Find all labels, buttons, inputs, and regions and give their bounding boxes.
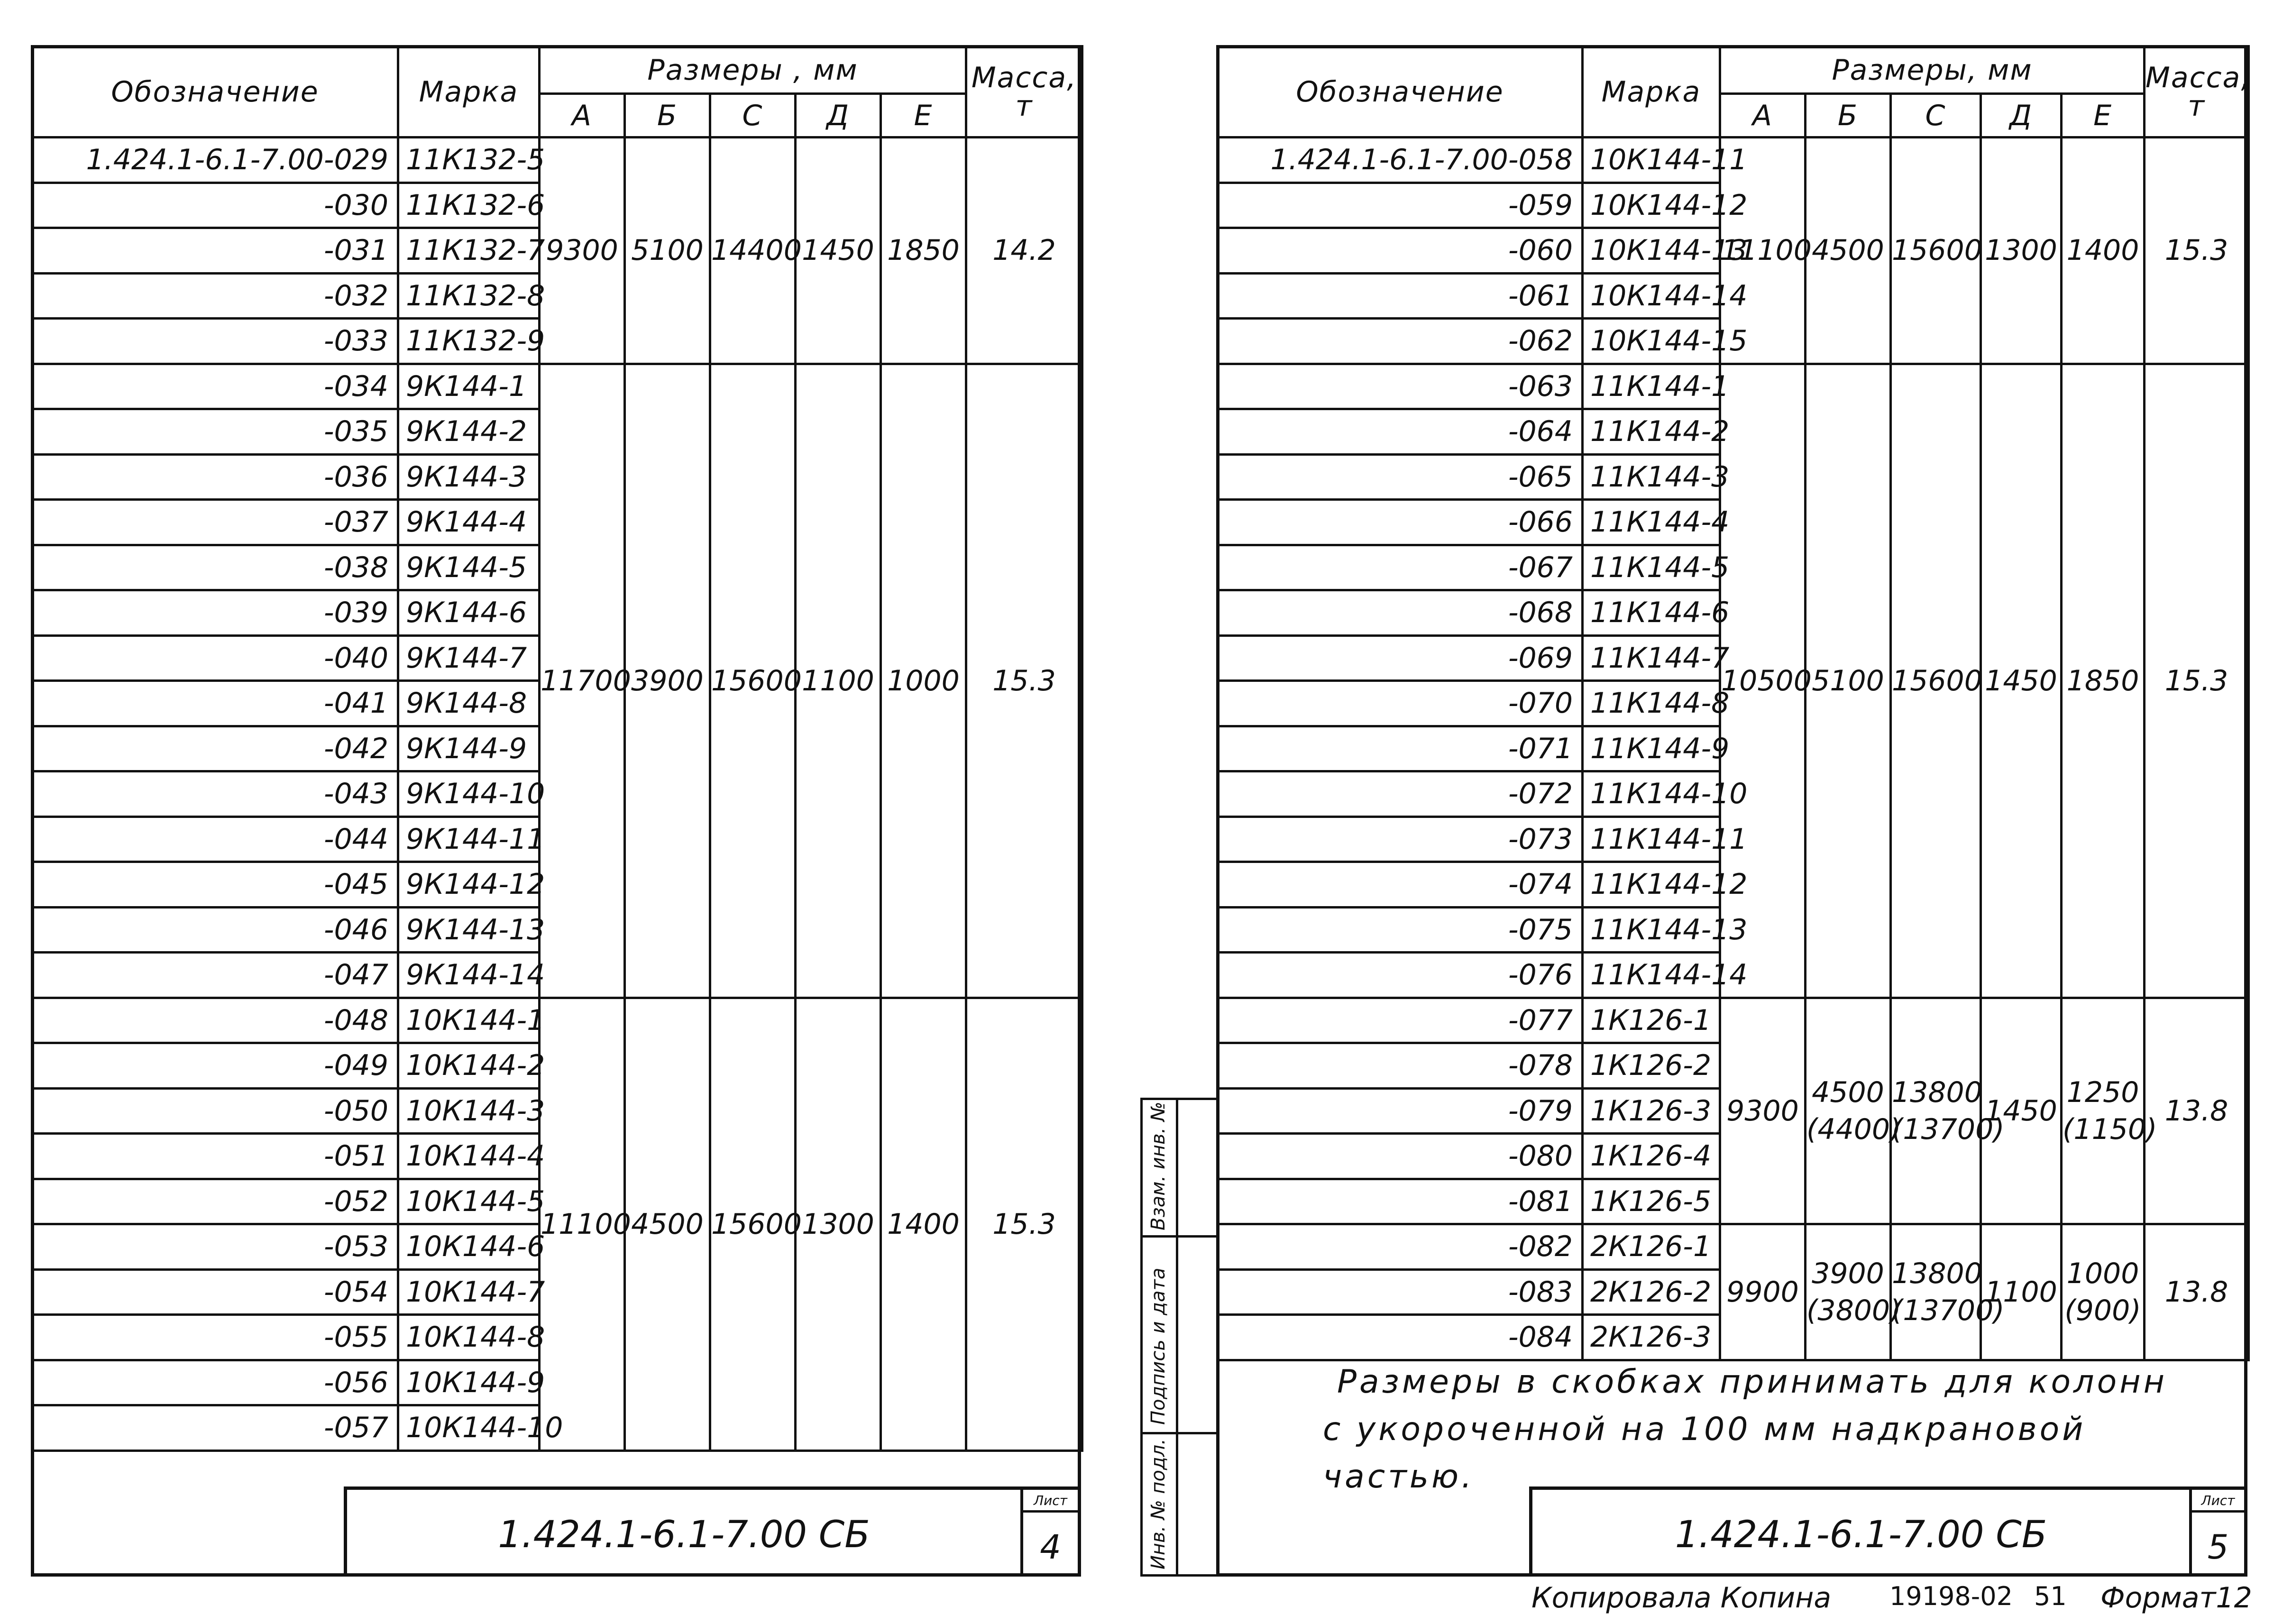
note-line-2: с укороченной на 100 мм надкрановой частью. bbox=[1323, 1411, 2086, 1496]
side-divider-2 bbox=[1140, 1432, 1219, 1434]
group-d-cell bbox=[796, 138, 881, 364]
designation-cell: -079 bbox=[1218, 1088, 1583, 1134]
group-a-cell bbox=[1720, 1224, 1806, 1360]
right-stamp-code: 1.424.1-6.1-7.00 СБ bbox=[1675, 1514, 2047, 1556]
designation-cell: -057 bbox=[32, 1405, 398, 1451]
mark-cell: 11К132-5 bbox=[398, 138, 540, 183]
group-d-value: 1450 bbox=[1985, 1094, 2057, 1128]
mark-cell: 9К144-11 bbox=[398, 817, 540, 862]
group-mass-value: 15.3 bbox=[992, 664, 1056, 697]
mark-cell: 11К144-5 bbox=[1583, 545, 1720, 590]
group-b-cell bbox=[625, 364, 710, 998]
designation-cell: -061 bbox=[1218, 273, 1583, 319]
right-title-block bbox=[1529, 1486, 2247, 1577]
mark-cell: 2К126-3 bbox=[1583, 1315, 1720, 1360]
mark-cell: 1К126-4 bbox=[1583, 1134, 1720, 1179]
designation-cell: -034 bbox=[32, 364, 398, 409]
group-b-value: 5100 bbox=[1812, 664, 1884, 697]
mark-header: Марка bbox=[1583, 46, 1720, 138]
dim-c-header: С bbox=[1891, 94, 1981, 138]
designation-cell: -036 bbox=[32, 454, 398, 500]
mark-cell: 10К144-1 bbox=[398, 998, 540, 1043]
designation-cell: -047 bbox=[32, 953, 398, 998]
group-mass-cell bbox=[2145, 138, 2249, 364]
group-a-cell bbox=[540, 364, 631, 998]
mark-cell: 9К144-14 bbox=[398, 953, 540, 998]
group-e-value: 1400 bbox=[2066, 234, 2139, 267]
left-sheet-label: Лист bbox=[1023, 1493, 1078, 1513]
group-b-value: 5100 bbox=[631, 234, 704, 267]
group-c-cell bbox=[710, 364, 802, 998]
group-e-alt-value: (1150) bbox=[2063, 1112, 2157, 1146]
table-row bbox=[32, 998, 1082, 1043]
mark-cell: 10К144-2 bbox=[398, 1043, 540, 1089]
mark-cell: 9К144-6 bbox=[398, 590, 540, 636]
designation-cell: -060 bbox=[1218, 228, 1583, 274]
group-a-value: 11100 bbox=[1721, 234, 1812, 267]
designation-cell: -066 bbox=[1218, 500, 1583, 545]
group-d-cell bbox=[1981, 138, 2062, 364]
group-a-cell bbox=[540, 138, 625, 364]
designation-cell: -044 bbox=[32, 817, 398, 862]
designation-cell: -065 bbox=[1218, 454, 1583, 500]
group-mass-cell bbox=[966, 138, 1082, 364]
dim-d-header: Д bbox=[1981, 94, 2062, 138]
designation-cell: -067 bbox=[1218, 545, 1583, 590]
group-b-value: 4500 bbox=[1812, 1075, 1884, 1109]
group-b-cell bbox=[1806, 364, 1891, 998]
side-label-inv-no: Инв. № подл. bbox=[1147, 1439, 1169, 1569]
group-mass-value: 15.3 bbox=[2164, 664, 2228, 697]
right-sheet-box bbox=[2189, 1490, 2244, 1573]
group-b-value: 3900 bbox=[631, 664, 704, 697]
mark-cell: 9К144-10 bbox=[398, 771, 540, 817]
mark-cell: 10К144-7 bbox=[398, 1269, 540, 1315]
dim-b-header: Б bbox=[1806, 94, 1891, 138]
designation-cell: -071 bbox=[1218, 726, 1583, 771]
side-divider-1 bbox=[1140, 1235, 1219, 1238]
group-d-cell bbox=[1981, 364, 2062, 998]
mark-cell: 11К144-1 bbox=[1583, 364, 1720, 409]
designation-cell: -055 bbox=[32, 1315, 398, 1360]
designation-cell: -074 bbox=[1218, 862, 1583, 908]
mark-cell: 11К132-6 bbox=[398, 183, 540, 228]
mark-cell: 9К144-9 bbox=[398, 726, 540, 771]
group-mass-value: 15.3 bbox=[992, 1207, 1056, 1241]
designation-cell: -064 bbox=[1218, 409, 1583, 455]
group-a-value: 11100 bbox=[541, 1207, 631, 1241]
designation-cell: -072 bbox=[1218, 771, 1583, 817]
right-sheet-number: 5 bbox=[2207, 1528, 2229, 1567]
group-c-value: 15600 bbox=[711, 664, 802, 697]
group-c-cell bbox=[1891, 364, 1981, 998]
designation-cell: -037 bbox=[32, 500, 398, 545]
left-title-block bbox=[344, 1486, 1081, 1577]
designation-cell: -062 bbox=[1218, 319, 1583, 364]
mark-cell: 11К144-4 bbox=[1583, 500, 1720, 545]
group-d-value: 1300 bbox=[802, 1207, 874, 1241]
designation-cell: -054 bbox=[32, 1269, 398, 1315]
group-e-value: 1400 bbox=[887, 1207, 960, 1241]
mark-cell: 10К144-3 bbox=[398, 1088, 540, 1134]
table-row bbox=[1218, 364, 2249, 409]
mark-cell: 11К144-8 bbox=[1583, 681, 1720, 726]
designation-cell: -049 bbox=[32, 1043, 398, 1089]
mark-cell: 11К144-14 bbox=[1583, 953, 1720, 998]
mark-cell: 9К144-4 bbox=[398, 500, 540, 545]
designation-cell: -039 bbox=[32, 590, 398, 636]
group-b-cell bbox=[625, 138, 710, 364]
footer-copied-by: Копировала Копина bbox=[1531, 1581, 1832, 1615]
footer-order: 19198-02 bbox=[1889, 1581, 2013, 1611]
mark-cell: 10К144-11 bbox=[1583, 138, 1720, 183]
left-sheet-box bbox=[1020, 1490, 1078, 1573]
mark-cell: 1К126-3 bbox=[1583, 1088, 1720, 1134]
designation-cell: -081 bbox=[1218, 1179, 1583, 1224]
group-b-value: 4500 bbox=[631, 1207, 704, 1241]
mark-cell: 9К144-7 bbox=[398, 635, 540, 681]
designation-cell: -043 bbox=[32, 771, 398, 817]
group-e-value: 1850 bbox=[2066, 664, 2139, 697]
left-spec-table bbox=[31, 45, 1083, 1452]
designation-cell: -031 bbox=[32, 228, 398, 274]
dimensions-header: Размеры , мм bbox=[540, 46, 966, 94]
side-label-replace-inv: Взам. инв. № bbox=[1147, 1101, 1169, 1230]
mark-cell: 10К144-14 bbox=[1583, 273, 1720, 319]
designation-cell: -059 bbox=[1218, 183, 1583, 228]
mark-cell: 10К144-8 bbox=[398, 1315, 540, 1360]
right-spec-table bbox=[1216, 45, 2250, 1361]
dim-c-header: С bbox=[710, 94, 796, 138]
group-c-value: 15600 bbox=[1892, 664, 1982, 697]
designation-cell: -030 bbox=[32, 183, 398, 228]
mark-cell: 11К132-9 bbox=[398, 319, 540, 364]
group-mass-value: 13.8 bbox=[2164, 1275, 2228, 1309]
group-mass-cell bbox=[2145, 1224, 2249, 1360]
designation-cell: -045 bbox=[32, 862, 398, 908]
mark-cell: 9К144-8 bbox=[398, 681, 540, 726]
designation-cell: -032 bbox=[32, 273, 398, 319]
right-sheet-label: Лист bbox=[2192, 1493, 2244, 1513]
designation-cell: -083 bbox=[1218, 1269, 1583, 1315]
designation-cell: -069 bbox=[1218, 635, 1583, 681]
group-b-alt-value: (4400) bbox=[1806, 1112, 1901, 1146]
group-a-cell bbox=[1720, 998, 1806, 1224]
dimensions-header: Размеры, мм bbox=[1720, 46, 2145, 94]
mark-cell: 11К144-6 bbox=[1583, 590, 1720, 636]
designation-cell: -041 bbox=[32, 681, 398, 726]
group-d-cell bbox=[1981, 998, 2062, 1224]
dim-a-header: А bbox=[1720, 94, 1806, 138]
group-c-cell bbox=[1891, 1224, 2005, 1360]
mark-cell: 2К126-1 bbox=[1583, 1224, 1720, 1270]
footer-format: Формат12 bbox=[2100, 1581, 2252, 1615]
mass-header: Масса, т bbox=[966, 46, 1082, 138]
group-e-cell bbox=[2062, 138, 2145, 364]
mark-cell: 11К144-7 bbox=[1583, 635, 1720, 681]
mark-cell: 1К126-1 bbox=[1583, 998, 1720, 1043]
designation-header: Обозначение bbox=[32, 46, 398, 138]
group-mass-cell bbox=[966, 998, 1082, 1450]
group-mass-cell bbox=[2145, 998, 2249, 1224]
dim-a-header: А bbox=[540, 94, 625, 138]
group-mass-cell bbox=[2145, 364, 2249, 998]
table-row bbox=[32, 364, 1082, 409]
designation-cell: -038 bbox=[32, 545, 398, 590]
group-c-value: 13800 bbox=[1892, 1075, 1982, 1109]
mark-header: Марка bbox=[398, 46, 540, 138]
designation-cell: -068 bbox=[1218, 590, 1583, 636]
dim-e-header: Е bbox=[2062, 94, 2145, 138]
mark-cell: 11К132-7 bbox=[398, 228, 540, 274]
group-b-value: 4500 bbox=[1812, 234, 1884, 267]
mark-cell: 10К144-15 bbox=[1583, 319, 1720, 364]
group-c-value: 14400 bbox=[711, 234, 802, 267]
group-d-value: 1450 bbox=[1985, 664, 2057, 697]
mark-cell: 11К144-9 bbox=[1583, 726, 1720, 771]
group-c-cell bbox=[1891, 998, 2005, 1224]
mark-cell: 10К144-9 bbox=[398, 1360, 540, 1405]
table-row bbox=[1218, 1224, 2249, 1270]
designation-cell: -035 bbox=[32, 409, 398, 455]
group-e-value: 1850 bbox=[887, 234, 960, 267]
designation-cell: -063 bbox=[1218, 364, 1583, 409]
group-e-cell bbox=[2062, 1224, 2145, 1360]
group-e-value: 1250 bbox=[2066, 1075, 2139, 1109]
table-row bbox=[1218, 998, 2249, 1043]
group-b-cell bbox=[1806, 998, 1901, 1224]
group-c-cell bbox=[710, 998, 802, 1450]
group-b-cell bbox=[1806, 138, 1891, 364]
group-e-value: 1000 bbox=[887, 664, 960, 697]
group-mass-cell bbox=[966, 364, 1082, 998]
mark-cell: 9К144-5 bbox=[398, 545, 540, 590]
designation-cell: -077 bbox=[1218, 998, 1583, 1043]
group-e-cell bbox=[881, 998, 966, 1450]
group-a-cell bbox=[1720, 364, 1812, 998]
designation-cell: -033 bbox=[32, 319, 398, 364]
mark-cell: 2К126-2 bbox=[1583, 1269, 1720, 1315]
designation-header: Обозначение bbox=[1218, 46, 1583, 138]
mark-cell: 9К144-1 bbox=[398, 364, 540, 409]
group-b-cell bbox=[1806, 1224, 1901, 1360]
mark-cell: 11К144-10 bbox=[1583, 771, 1720, 817]
designation-cell: -052 bbox=[32, 1179, 398, 1224]
group-d-cell bbox=[796, 364, 881, 998]
mark-cell: 11К144-13 bbox=[1583, 907, 1720, 953]
mark-cell: 10К144-13 bbox=[1583, 228, 1720, 274]
dim-d-header: Д bbox=[796, 94, 881, 138]
group-c-cell bbox=[710, 138, 802, 364]
group-b-alt-value: (3800) bbox=[1806, 1294, 1901, 1327]
designation-cell: -050 bbox=[32, 1088, 398, 1134]
mark-cell: 10К144-10 bbox=[398, 1405, 540, 1451]
group-e-cell bbox=[881, 138, 966, 364]
mark-cell: 9К144-3 bbox=[398, 454, 540, 500]
designation-cell: 1.424.1-6.1-7.00-029 bbox=[32, 138, 398, 183]
note-text bbox=[1323, 1358, 2224, 1501]
mark-cell: 10К144-12 bbox=[1583, 183, 1720, 228]
group-d-cell bbox=[1981, 1224, 2062, 1360]
designation-cell: -042 bbox=[32, 726, 398, 771]
note-line-1: Размеры в скобках принимать для колонн bbox=[1337, 1363, 2168, 1401]
table-row bbox=[1218, 138, 2249, 183]
group-b-value: 3900 bbox=[1812, 1257, 1884, 1290]
mark-cell: 1К126-2 bbox=[1583, 1043, 1720, 1089]
mark-cell: 9К144-13 bbox=[398, 907, 540, 953]
group-c-value: 15600 bbox=[1892, 234, 1982, 267]
mark-cell: 11К144-2 bbox=[1583, 409, 1720, 455]
dim-e-header: Е bbox=[881, 94, 966, 138]
group-c-alt-value: (13700) bbox=[1892, 1294, 2005, 1327]
group-e-value: 1000 bbox=[2066, 1257, 2139, 1290]
group-c-cell bbox=[1891, 138, 1981, 364]
group-e-alt-value: (900) bbox=[2064, 1294, 2141, 1327]
left-stamp-code: 1.424.1-6.1-7.00 СБ bbox=[498, 1514, 870, 1556]
group-c-value: 15600 bbox=[711, 1207, 802, 1241]
mark-cell: 10К144-4 bbox=[398, 1134, 540, 1179]
group-e-cell bbox=[2062, 364, 2145, 998]
mark-cell: 1К126-5 bbox=[1583, 1179, 1720, 1224]
table-row bbox=[32, 138, 1082, 183]
mark-cell: 11К144-3 bbox=[1583, 454, 1720, 500]
designation-cell: 1.424.1-6.1-7.00-058 bbox=[1218, 138, 1583, 183]
designation-cell: -048 bbox=[32, 998, 398, 1043]
mark-cell: 9К144-12 bbox=[398, 862, 540, 908]
designation-cell: -082 bbox=[1218, 1224, 1583, 1270]
mass-header: Масса, т bbox=[2145, 46, 2249, 138]
group-a-value: 10500 bbox=[1721, 664, 1812, 697]
designation-cell: -084 bbox=[1218, 1315, 1583, 1360]
mark-cell: 10К144-5 bbox=[398, 1179, 540, 1224]
group-c-alt-value: (13700) bbox=[1892, 1112, 2005, 1146]
group-mass-value: 13.8 bbox=[2164, 1094, 2228, 1128]
group-mass-value: 15.3 bbox=[2164, 234, 2228, 267]
designation-cell: -051 bbox=[32, 1134, 398, 1179]
group-a-value: 9300 bbox=[546, 234, 618, 267]
group-e-cell bbox=[881, 364, 966, 998]
mark-cell: 11К144-11 bbox=[1583, 817, 1720, 862]
group-c-value: 13800 bbox=[1892, 1257, 1982, 1290]
designation-cell: -080 bbox=[1218, 1134, 1583, 1179]
mark-cell: 9К144-2 bbox=[398, 409, 540, 455]
group-d-value: 1300 bbox=[1985, 234, 2057, 267]
group-b-cell bbox=[625, 998, 710, 1450]
designation-cell: -053 bbox=[32, 1224, 398, 1270]
group-d-value: 1450 bbox=[802, 234, 874, 267]
group-d-cell bbox=[796, 998, 881, 1450]
designation-cell: -056 bbox=[32, 1360, 398, 1405]
footer-page: 51 bbox=[2034, 1581, 2067, 1611]
group-d-value: 1100 bbox=[802, 664, 874, 697]
group-a-value: 11700 bbox=[541, 664, 631, 697]
designation-cell: -075 bbox=[1218, 907, 1583, 953]
side-label-signature: Подпись и дата bbox=[1147, 1267, 1169, 1425]
designation-cell: -046 bbox=[32, 907, 398, 953]
mark-cell: 10К144-6 bbox=[398, 1224, 540, 1270]
group-a-value: 9900 bbox=[1726, 1275, 1799, 1309]
mark-cell: 11К132-8 bbox=[398, 273, 540, 319]
group-d-value: 1100 bbox=[1985, 1275, 2057, 1309]
designation-cell: -076 bbox=[1218, 953, 1583, 998]
designation-cell: -078 bbox=[1218, 1043, 1583, 1089]
designation-cell: -070 bbox=[1218, 681, 1583, 726]
group-a-value: 9300 bbox=[1726, 1094, 1799, 1128]
designation-cell: -040 bbox=[32, 635, 398, 681]
left-sheet-number: 4 bbox=[1040, 1528, 1061, 1567]
group-a-cell bbox=[540, 998, 631, 1450]
group-mass-value: 14.2 bbox=[992, 234, 1056, 267]
dim-b-header: Б bbox=[625, 94, 710, 138]
group-e-cell bbox=[2062, 998, 2157, 1224]
mark-cell: 11К144-12 bbox=[1583, 862, 1720, 908]
designation-cell: -073 bbox=[1218, 817, 1583, 862]
